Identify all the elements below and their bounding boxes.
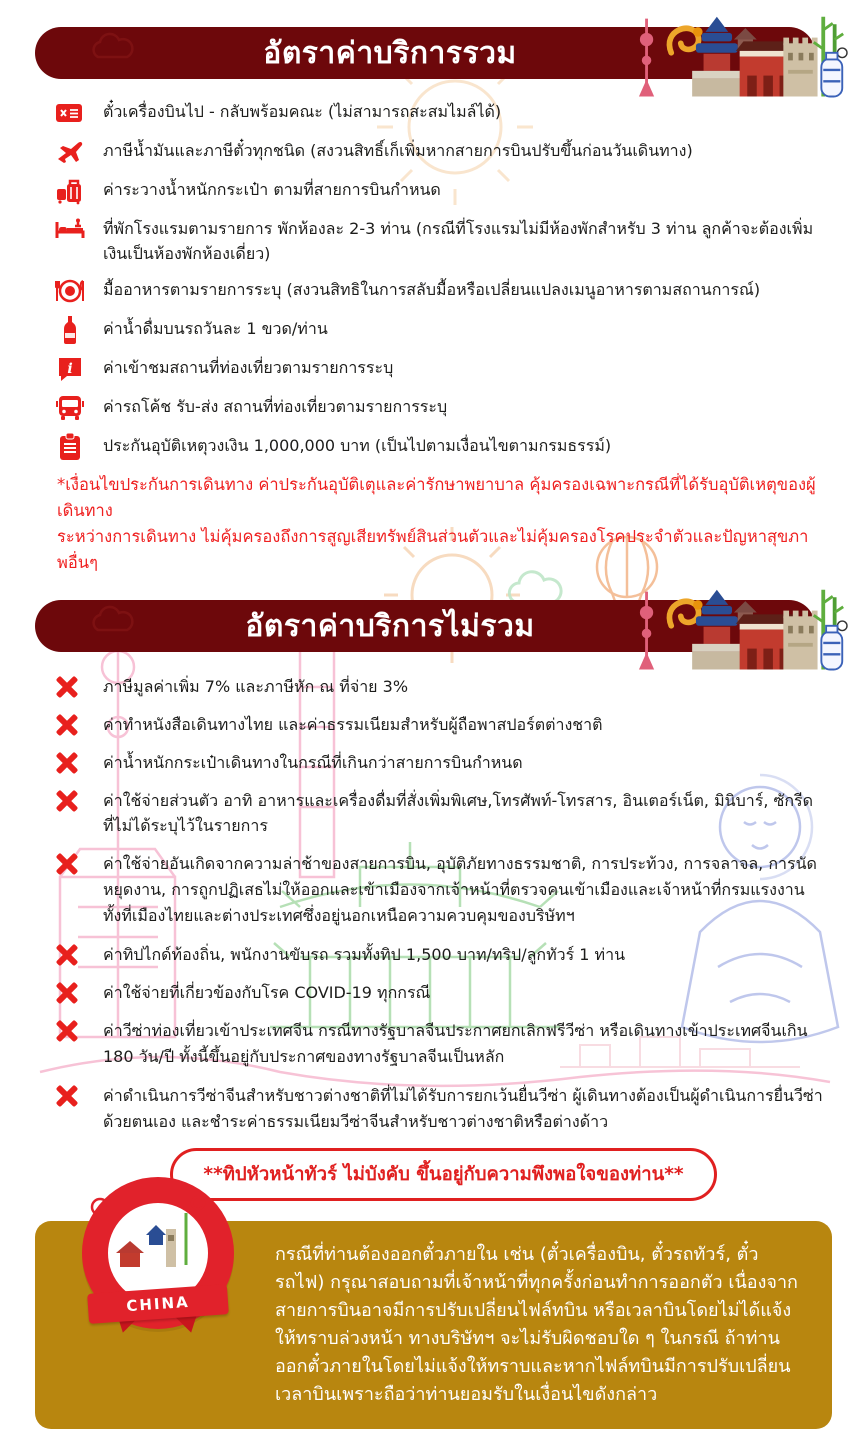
tour-leader-tip-box [170, 1148, 717, 1201]
luggage-icon [55, 177, 85, 205]
list-item [55, 674, 830, 699]
list-item-text: ค่าระวางน้ำหนักกระเป๋า ตามที่สายการบินกำหนด [103, 180, 441, 199]
list-item-text: ค่าใช้จ่ายอันเกิดจากความล่าช้าของสายการบิน, อุบัติภัยทางธรรมชาติ, การประท้วง, การจลาจล, การนัดหยุดงาน, การถูกปฏิเสธไม่ให้ออกและเข้าเมืองจากเจ้าหน้าที่ตรวจคนเข้าเมืองและเจ้าหน้าที่กรมแรงงานทั้งที่เมืองไทยและต่างประเทศซึ่งอยู่นอกเหนือความควบคุมของบริษัทฯ [103, 854, 817, 925]
note-line-1: *เงื่อนไขประกันการเดินทาง ค่าประกันอุบัติเตุและค่ารักษาพยาบาล คุ้มครองเฉพาะกรณีที่ได้รับอุบัติเหตุของผู้เดินทาง [57, 475, 816, 520]
china-ribbon-label: CHINA [125, 1292, 191, 1316]
note-line-2: ระหว่างการเดินทาง ไม่คุ้มครองถึงการสูญเสียทรัพย์สินส่วนตัวและไม่คุ้มครองโรคประจำตัวและปัญหาสุขภาพอื่นๆ [57, 527, 809, 572]
excluded-section-title: อัตราค่าบริการไม่รวม [245, 608, 535, 644]
list-item-text: มื้ออาหารตามรายการระบุ (สงวนสิทธิในการสลับมื้อหรือเปลี่ยนแปลงเมนูอาหารตามสถานการณ์) [103, 280, 761, 299]
list-item [55, 99, 825, 127]
x-mark-icon [55, 789, 79, 813]
list-item [55, 277, 825, 305]
list-item [55, 177, 825, 205]
list-item-text: ค่าทำหนังสือเดินทางไทย และค่าธรรมเนียมสำหรับผู้ถือพาสปอร์ตต่างชาติ [103, 715, 603, 734]
list-item [55, 138, 825, 166]
china-badge [70, 1177, 240, 1347]
list-item-text: ค่าวีซ่าท่องเที่ยวเข้าประเทศจีน กรณีทางรัฐบาลจีนประกาศยกเลิกฟรีวีซ่า หรือเดินทางเข้าประเทศจีนเกิน 180 วัน/ปี ทั้งนี้ขึ้นอยู่กับประกาศของทางรัฐบาลจีนเป็นหลัก [103, 1021, 808, 1066]
list-item [55, 750, 830, 775]
list-item [55, 942, 830, 967]
list-item [55, 980, 830, 1005]
list-item-text: ที่พักโรงแรมตามรายการ พักห้องละ 2-3 ท่าน (กรณีที่โรงแรมไม่มีห้องพักสำหรับ 3 ท่าน ลูกค้าจะต้องเพิ่มเงินเป็นห้องพักห้องเดี่ยว) [103, 219, 814, 263]
footer-section [35, 1221, 832, 1429]
included-section-banner [35, 27, 815, 79]
excluded-section-banner [35, 600, 815, 652]
banner-background [35, 600, 815, 652]
list-item-text: ค่ารถโค้ช รับ-ส่ง สถานที่ท่องเที่ยวตามรายการระบุ [103, 397, 448, 416]
list-item [55, 851, 830, 929]
ticket-icon [55, 99, 85, 127]
list-item [55, 712, 830, 737]
meal-icon [55, 277, 85, 305]
list-item-text: ค่าเข้าชมสถานที่ท่องเที่ยวตามรายการระบุ [103, 358, 394, 377]
x-mark-icon [55, 675, 79, 699]
x-mark-icon [55, 1019, 79, 1043]
x-mark-icon [55, 1084, 79, 1108]
list-item-text: ค่าน้ำหนักกระเป๋าเดินทางในกรณีที่เกินกว่าสายการบินกำหนด [103, 753, 523, 772]
warning-text: กรณีที่ท่านต้องออกตั๋วภายใน เช่น (ตั๋วเครื่องบิน, ตั๋วรถทัวร์, ตั๋วรถไฟ) กรุณาสอบถามที่เจ้าหน้าที่ทุกครั้งก่อนทำการออกตัว เนื่องจากสายการบินอาจมีการปรับเปลี่ยนไฟล์ทบิน หรือเวลาบินโดยไม่ได้แจ้งให้ทราบล่วงหน้า ทางบริษัทฯ จะไม่รับผิดชอบใด ๆ ในกรณี ถ้าท่านออกตั๋วภายในโดยไม่แจ้งให้ทราบและหากไฟล์ทบินมีการปรับเปลี่ยนเวลาบินเพราะถือว่าท่านยอมรับในเงื่อนไขดังกล่าว [275, 1244, 798, 1405]
list-item-text: ค่าน้ำดื่มบนรถวันละ 1 ขวด/ท่าน [103, 319, 328, 338]
list-item [55, 355, 825, 383]
cloud-outline-icon [90, 608, 135, 636]
info-icon [55, 355, 85, 383]
airplane-icon [55, 138, 85, 166]
insurance-conditions-note [57, 472, 817, 576]
list-item [55, 216, 825, 266]
bed-icon [55, 216, 85, 244]
list-item-text: ตั๋วเครื่องบินไป - กลับพร้อมคณะ (ไม่สามารถสะสมไมล์ได้) [103, 102, 502, 121]
tour-rates-page [0, 27, 849, 1405]
included-list [55, 99, 825, 461]
x-mark-icon [55, 751, 79, 775]
bus-icon [55, 394, 85, 422]
list-item-text: ค่าใช้จ่ายที่เกี่ยวข้องกับโรค COVID-19 ทุกกรณี [103, 983, 431, 1002]
banner-background [35, 27, 815, 79]
x-mark-icon [55, 713, 79, 737]
list-item-text: ภาษีมูลค่าเพิ่ม 7% และภาษีหัก ณ ที่จ่าย 3% [103, 677, 409, 696]
list-item-text: ค่าใช้จ่ายส่วนตัว อาทิ อาหารและเครื่องดื่มที่สั่งเพิ่มพิเศษ,โทรศัพท์-โทรสาร, อินเตอร์เน็ต, มินิบาร์, ซักรีดที่ไม่ได้ระบุไว้ในรายการ [103, 791, 814, 835]
list-item [55, 1083, 830, 1135]
list-item-text: ภาษีน้ำมันและภาษีตั๋วทุกชนิด (สงวนสิทธิ์เก็เพิ่มหากสายการบินปรับขึ้นก่อนวันเดินทาง) [103, 141, 693, 160]
list-item-text: ประกันอุบัติเหตุวงเงิน 1,000,000 บาท (เป็นไปตามเงื่อนไขตามกรมธรรม์) [103, 436, 612, 455]
list-item [55, 1018, 830, 1070]
list-item-text: ค่าดำเนินการวีซ่าจีนสำหรับชาวต่างชาติที่ไม่ได้รับการยกเว้นยื่นวีซ่า ผู้เดินทางต้องเป็นผู้ดำเนินการยื่นวีซ่าด้วยตนเอง และชำระค่าธรรมเนียมวีซ่าจีนสำหรับชาวต่างชาติหรือต่างด้าว [103, 1086, 823, 1131]
x-mark-icon [55, 852, 79, 876]
bottle-icon [55, 316, 85, 344]
cloud-outline-icon [90, 35, 135, 63]
x-mark-icon [55, 981, 79, 1005]
included-section-title: อัตราค่าบริการรวม [263, 35, 517, 71]
tip-box-text: **ทิปหัวหน้าทัวร์ ไม่บังคับ ขึ้นอยู่กับความพึงพอใจของท่าน** [203, 1164, 684, 1185]
list-item [55, 433, 825, 461]
list-item-text: ค่าทิปไกด์ท้องถิ่น, พนักงานขับรถ รวมทั้งทิป 1,500 บาท/ทริป/ลูกทัวร์ 1 ท่าน [103, 945, 626, 964]
excluded-list [55, 674, 830, 1135]
x-mark-icon [55, 943, 79, 967]
list-item [55, 316, 825, 344]
svg-text:i: i [67, 361, 73, 377]
list-item [55, 788, 830, 838]
insurance-icon [55, 433, 85, 461]
list-item [55, 394, 825, 422]
